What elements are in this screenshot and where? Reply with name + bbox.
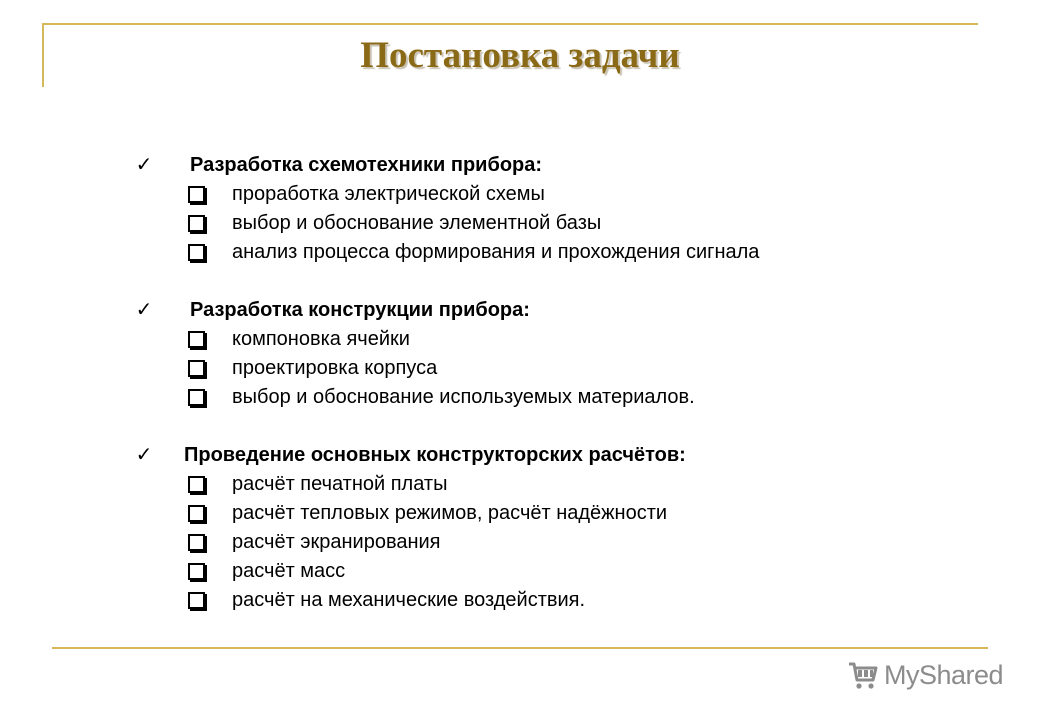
- checkbox-bullet-icon: [188, 215, 205, 232]
- list-item: [134, 325, 954, 354]
- checkmark-icon: ✓: [135, 299, 153, 321]
- list-item-text: расчёт печатной платы: [232, 473, 448, 495]
- checkbox-bullet-icon: [188, 505, 205, 522]
- list-item-text: выбор и обоснование элементной базы: [232, 212, 602, 234]
- list-item: [134, 383, 954, 412]
- slide-content: [134, 150, 954, 615]
- section-construction-design: [134, 295, 954, 412]
- list-item: [134, 354, 954, 383]
- section-heading: Разработка схемотехники прибора:: [190, 153, 543, 176]
- checkbox-bullet-icon: [188, 360, 205, 377]
- slide-title: Постановка задачи: [360, 35, 680, 76]
- section-heading: Проведение основных конструкторских расчётов:: [184, 443, 686, 466]
- section-calculations: [134, 440, 954, 615]
- checkmark-icon: ✓: [135, 444, 153, 466]
- section-heading-row: [134, 295, 954, 325]
- watermark-text: MyShared: [884, 659, 1004, 690]
- checkbox-bullet-icon: [188, 563, 205, 580]
- checkbox-bullet-icon: [188, 186, 205, 203]
- list-item-text: расчёт на механические воздействия.: [232, 589, 586, 611]
- list-item: [134, 238, 954, 267]
- list-item: [134, 470, 954, 499]
- frame-top-line: [42, 23, 978, 25]
- list-item-text: проектировка корпуса: [232, 357, 438, 379]
- list-item-text: расчёт тепловых режимов, расчёт надёжности: [232, 502, 668, 524]
- checkbox-bullet-icon: [188, 244, 205, 261]
- checkbox-bullet-icon: [188, 476, 205, 493]
- list-item-text: проработка электрической схемы: [232, 183, 545, 205]
- shopping-cart-icon: [846, 658, 880, 692]
- section-heading: Разработка конструкции прибора:: [190, 298, 530, 321]
- section-circuit-design: [134, 150, 954, 267]
- list-item: [134, 586, 954, 615]
- checkbox-bullet-icon: [188, 534, 205, 551]
- list-item: [134, 499, 954, 528]
- list-item-text: анализ процесса формирования и прохождения сигнала: [232, 241, 760, 263]
- myshared-watermark[interactable]: [846, 655, 1003, 695]
- section-heading-row: [134, 440, 954, 470]
- list-item: [134, 528, 954, 557]
- list-item-text: расчёт масс: [232, 560, 346, 582]
- list-item-text: выбор и обоснование используемых материалов.: [232, 386, 695, 408]
- frame-bottom-line: [52, 647, 988, 649]
- list-item: [134, 180, 954, 209]
- checkbox-bullet-icon: [188, 389, 205, 406]
- checkmark-icon: ✓: [135, 154, 153, 176]
- checkbox-bullet-icon: [188, 592, 205, 609]
- list-item: [134, 557, 954, 586]
- list-item-text: расчёт экранирования: [232, 531, 441, 553]
- checkbox-bullet-icon: [188, 331, 205, 348]
- list-item-text: компоновка ячейки: [232, 328, 410, 350]
- section-heading-row: [134, 150, 954, 180]
- list-item: [134, 209, 954, 238]
